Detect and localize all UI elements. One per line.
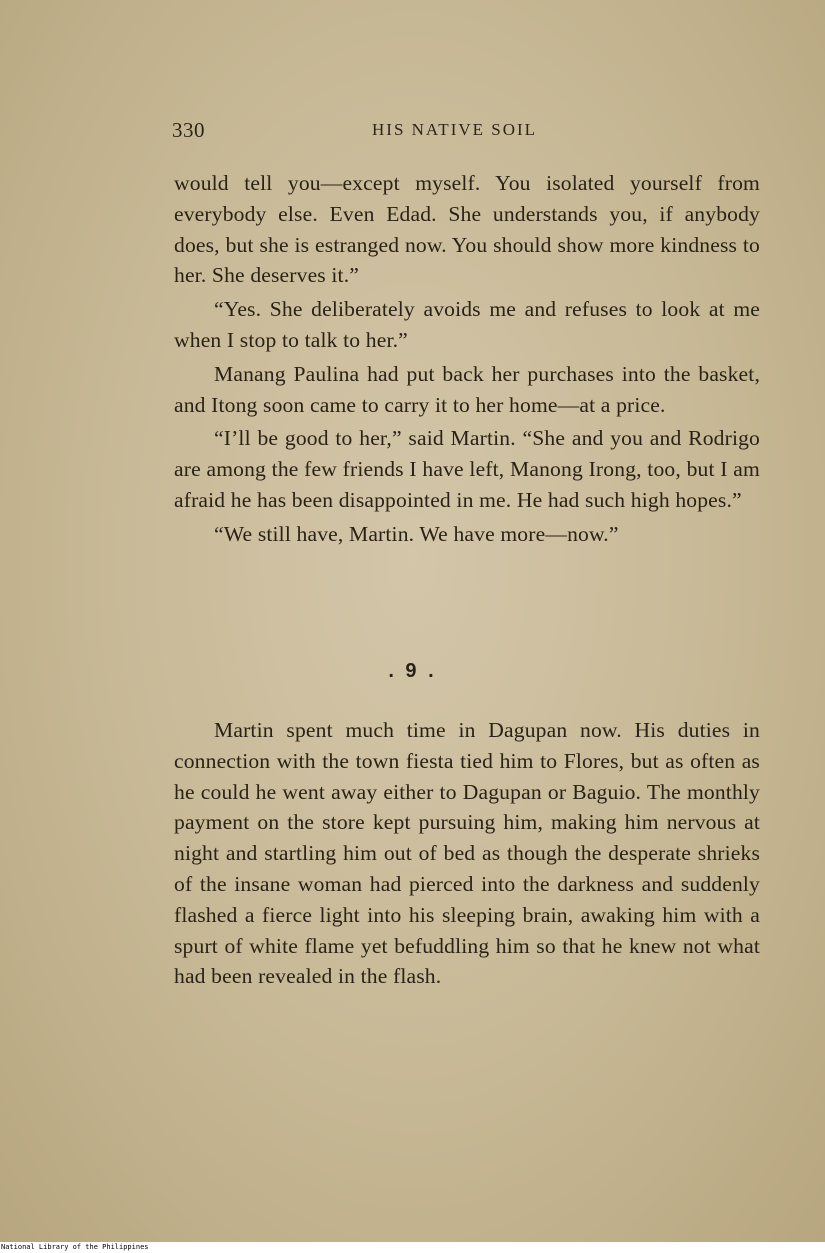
paragraph-4: “I’ll be good to her,” said Martin. “She and you and Rodrigo are among the few friends I have left, Manong Irong, too, but I am afraid he has been disappointed in me. He had such high hopes.”: [174, 426, 760, 512]
running-title: HIS NATIVE SOIL: [372, 120, 538, 139]
body-text: [174, 168, 760, 553]
section-paragraph-1: Martin spent much time in Dagupan now. His duties in connection with the town fiesta tied him to Flores, but as often as he could he went away either to Dagupan or Baguio. The monthly payment on the store kept pursuing him, making him nervous at night and startling him out of bed as though the desperate shrieks of the insane woman had pierced into the darkness and suddenly flashed a fierce light into his sleeping brain, awaking him with a spurt of white flame yet befuddling him so that he knew not what had been revealed in the flash.: [174, 718, 760, 989]
footer-credit: National Library of the Philippines: [1, 1243, 149, 1251]
paragraph-3: Manang Paulina had put back her purchases into the basket, and Itong soon came to carry it to her home—at a price.: [174, 361, 760, 417]
paragraph-1: would tell you—except myself. You isolated yourself from everybody else. Even Edad. She understands you, if anybody does, but she is estranged now. You should show more kindness to her. She deserves it.”: [174, 171, 760, 288]
section-body-text: [174, 715, 760, 995]
paragraph-2: “Yes. She deliberately avoids me and refuses to look at me when I stop to talk to her.”: [174, 297, 760, 352]
footer-strip: [0, 1242, 825, 1253]
running-head: [0, 118, 825, 148]
page-number: 330: [172, 118, 205, 142]
paragraph-5: “We still have, Martin. We have more—now.”: [214, 521, 619, 546]
section-marker: . 9 .: [388, 660, 437, 682]
